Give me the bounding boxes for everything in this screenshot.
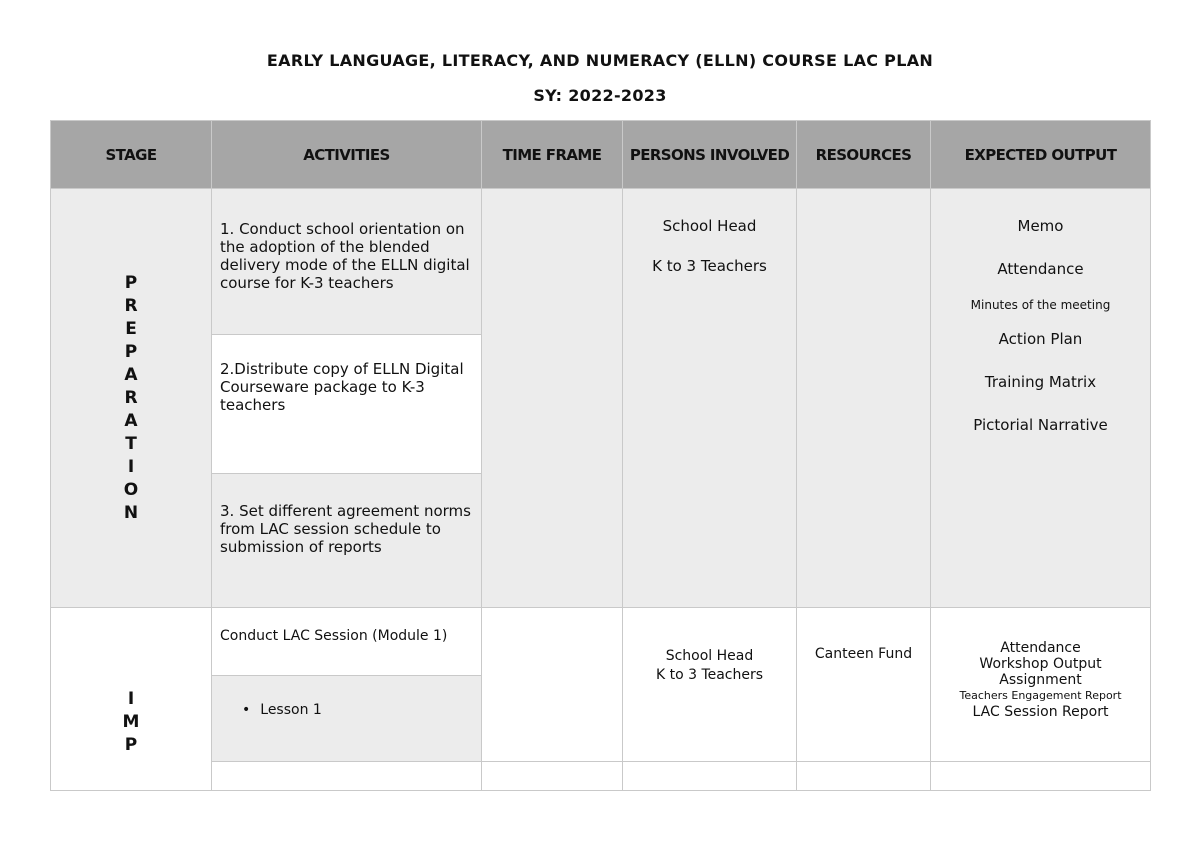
stage-preparation — [51, 189, 212, 608]
table-row — [51, 762, 1151, 791]
header-stage: STAGE — [51, 121, 212, 189]
header-expected-output: EXPECTED OUTPUT — [931, 121, 1151, 189]
stage-letter: R — [124, 295, 138, 316]
lac-plan-table — [50, 120, 1151, 791]
stage-letter: M — [122, 712, 140, 732]
output-entry: Attendance — [997, 260, 1084, 278]
header-activities: ACTIVITIES — [212, 121, 482, 189]
activity-cell — [212, 676, 482, 762]
activity-cell: 2.Distribute copy of ELLN Digital Courseware package to K-3 teachers — [212, 335, 482, 474]
table-row — [51, 608, 1151, 676]
empty-cell — [797, 762, 931, 791]
output-entry: Pictorial Narrative — [973, 416, 1108, 434]
stage-letter: I — [127, 689, 135, 709]
stage-letter: A — [124, 410, 138, 431]
empty-cell — [212, 762, 482, 791]
school-year: SY: 2022-2023 — [533, 86, 667, 105]
empty-cell — [623, 762, 797, 791]
person-entry: School Head — [665, 648, 754, 664]
header-persons-involved: PERSONS INVOLVED — [623, 121, 797, 189]
lesson-label: Lesson 1 — [260, 702, 322, 718]
stage-letter: E — [125, 318, 137, 339]
expected-output-cell — [931, 189, 1151, 608]
activity-cell: 3. Set different agreement norms from LAC session schedule to submission of reports — [212, 474, 482, 608]
stage-letter: P — [124, 341, 138, 362]
stage-letter: A — [124, 364, 138, 385]
stage-letter: P — [124, 735, 138, 755]
resources-cell — [797, 608, 931, 762]
resource-entry: Canteen Fund — [814, 646, 913, 662]
activity-cell: 1. Conduct school orientation on the adoption of the blended delivery mode of the ELLN digital course for K-3 teachers — [212, 189, 482, 335]
header-row — [51, 121, 1151, 189]
output-entry: Action Plan — [998, 330, 1083, 348]
person-entry: K to 3 Teachers — [652, 257, 767, 275]
output-entry: Workshop Output — [979, 656, 1102, 672]
bullet-icon: • — [242, 702, 251, 718]
header-resources: RESOURCES — [797, 121, 931, 189]
resources-cell — [797, 189, 931, 608]
stage-letter: P — [124, 272, 138, 293]
expected-output-cell — [931, 608, 1151, 762]
stage-letter: N — [123, 502, 139, 523]
activity-cell: Conduct LAC Session (Module 1) — [212, 608, 482, 676]
empty-cell — [482, 762, 623, 791]
time-frame-cell — [482, 189, 623, 608]
output-entry: Memo — [1017, 217, 1064, 235]
table-row — [51, 189, 1151, 335]
stage-letter: O — [123, 479, 139, 500]
document-title: EARLY LANGUAGE, LITERACY, AND NUMERACY (ELLN) COURSE LAC PLAN — [266, 51, 934, 70]
stage-letter: R — [124, 387, 138, 408]
output-entry: LAC Session Report — [972, 704, 1109, 720]
output-entry: Teachers Engagement Report — [959, 689, 1122, 702]
output-entry: Attendance — [1000, 640, 1081, 656]
empty-cell — [931, 762, 1151, 791]
output-entry: Minutes of the meeting — [970, 298, 1111, 312]
stage-letter: T — [125, 433, 137, 454]
stage-implementation — [51, 608, 212, 791]
output-entry: Assignment — [999, 672, 1082, 688]
stage-letter: I — [127, 456, 135, 477]
persons-cell — [623, 608, 797, 762]
persons-cell — [623, 189, 797, 608]
person-entry: School Head — [662, 217, 757, 235]
header-time-frame: TIME FRAME — [482, 121, 623, 189]
time-frame-cell — [482, 608, 623, 762]
person-entry: K to 3 Teachers — [655, 667, 764, 683]
output-entry: Training Matrix — [984, 373, 1097, 391]
